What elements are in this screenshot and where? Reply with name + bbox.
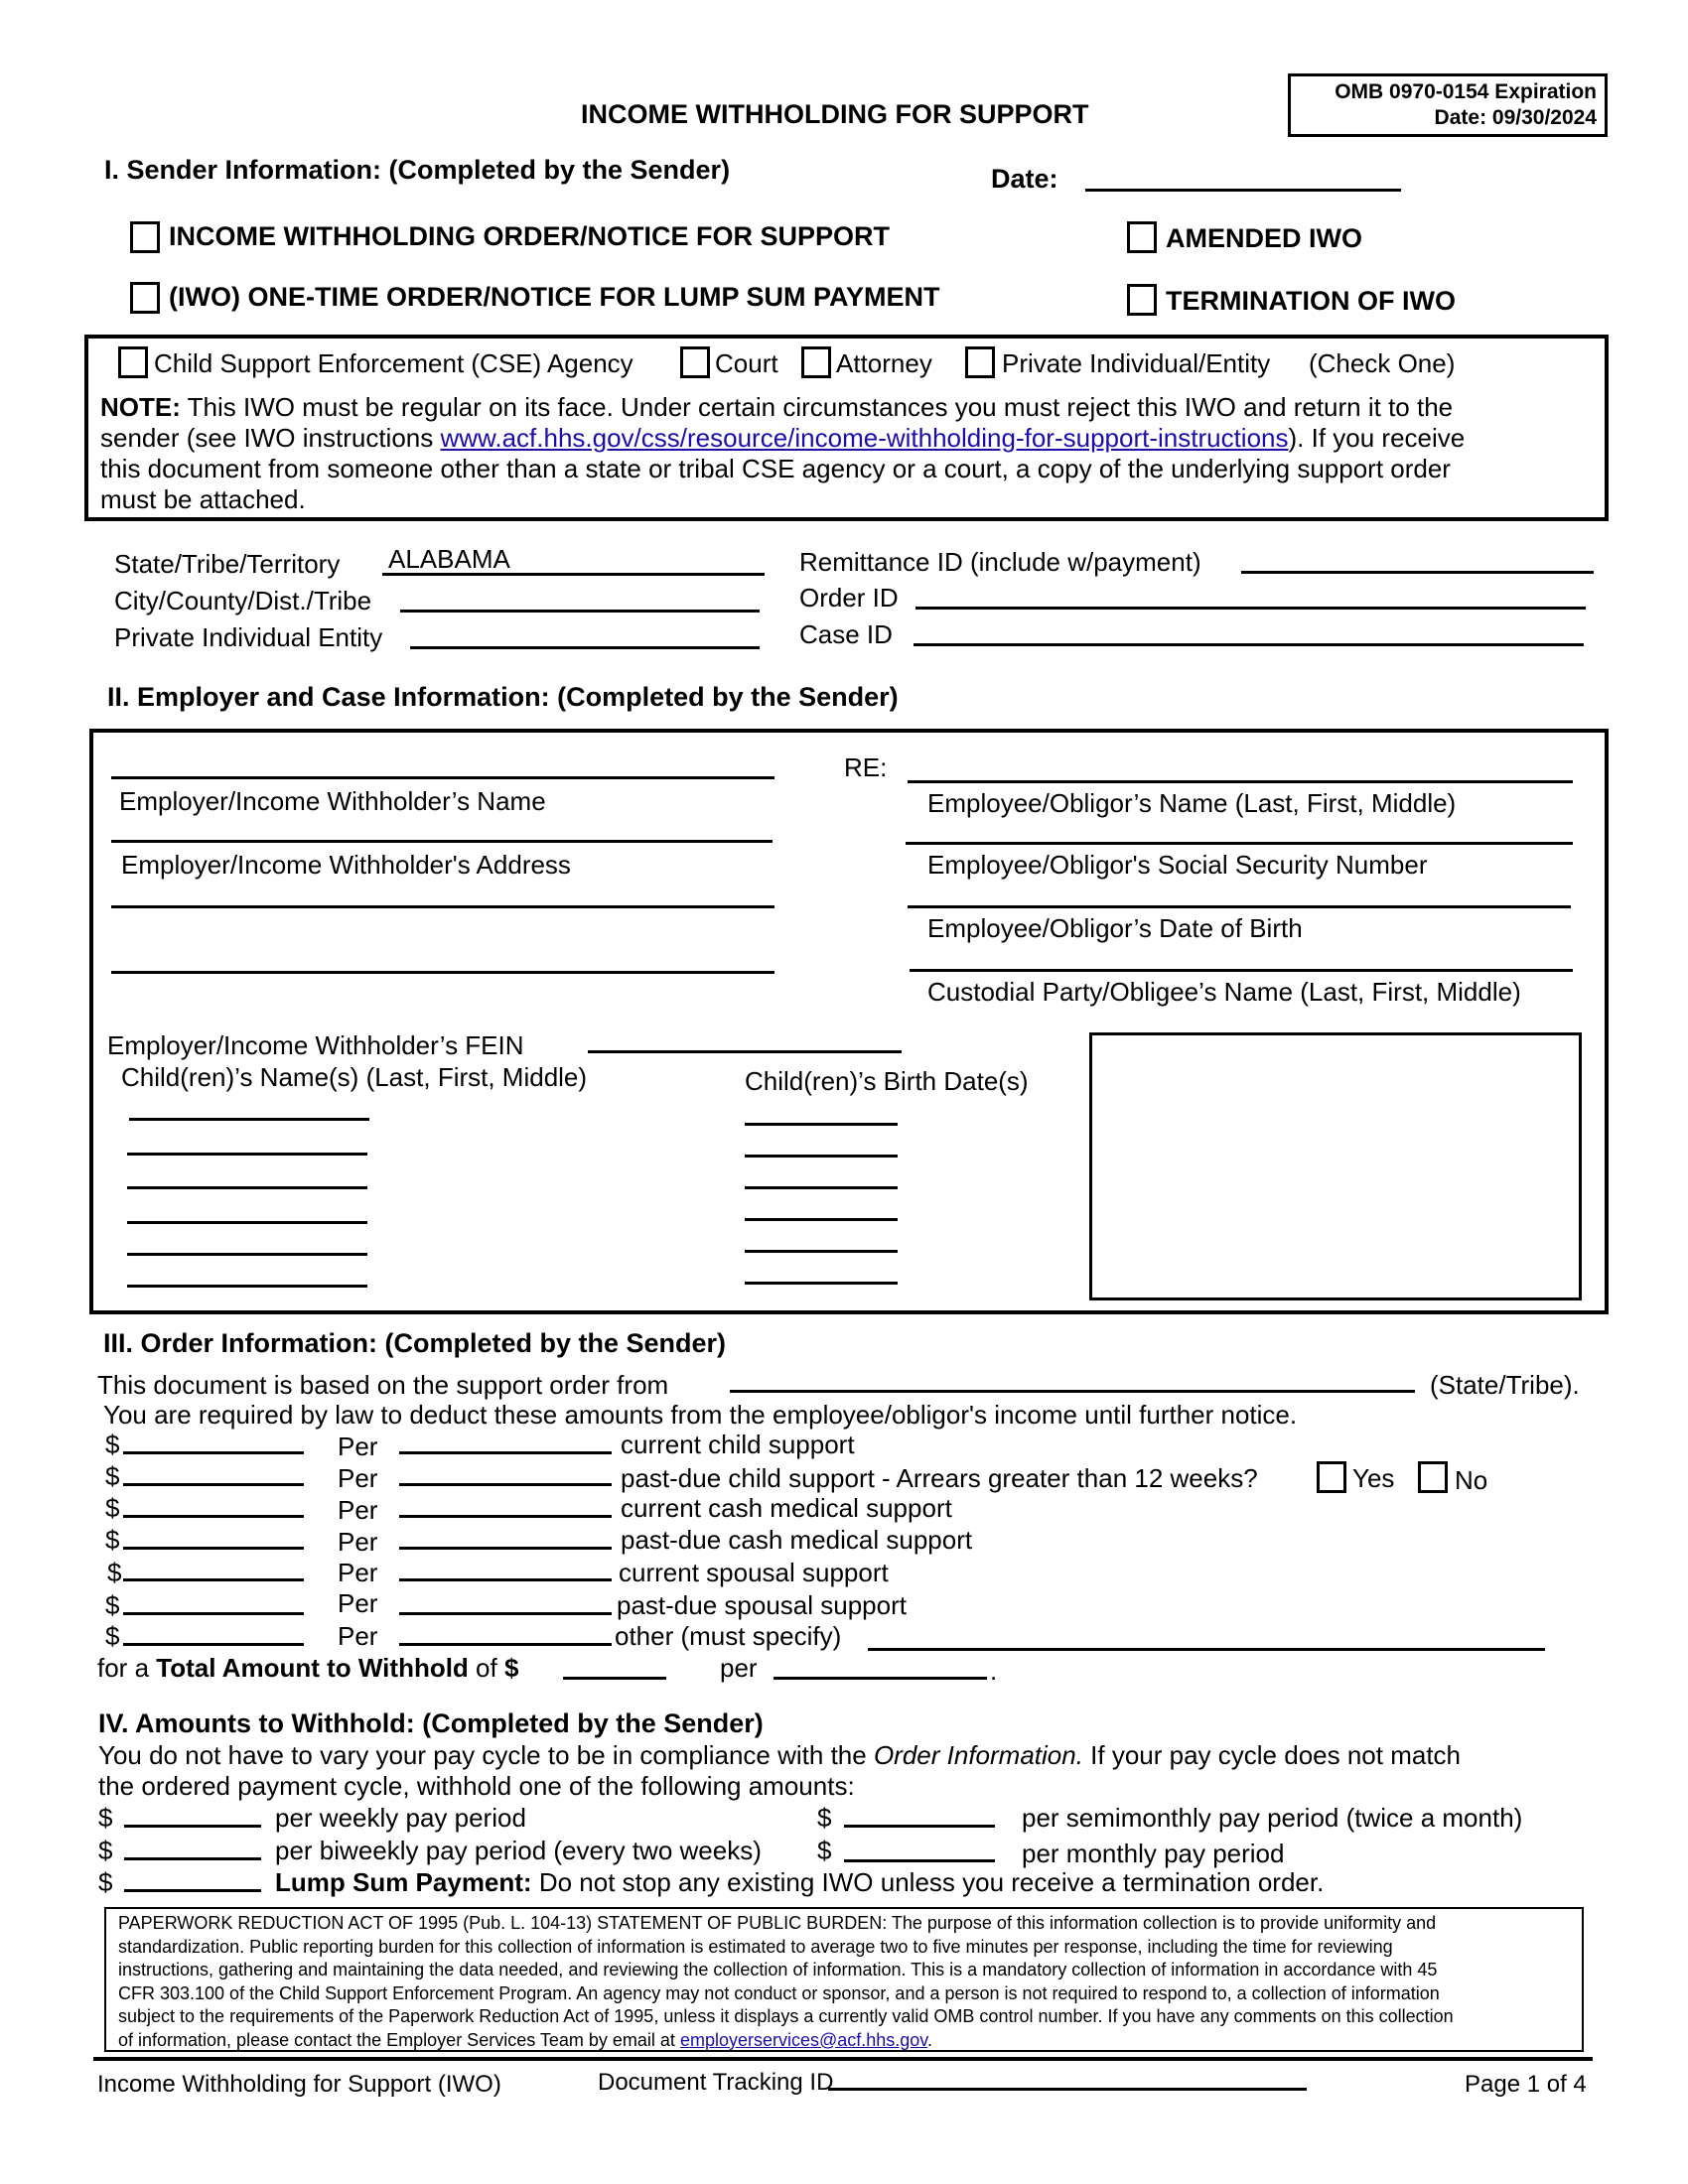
tracking-id-label: Document Tracking ID bbox=[598, 2069, 834, 2096]
paperwork-line-1: PAPERWORK REDUCTION ACT OF 1995 (Pub. L. 104-13) STATEMENT OF PUBLIC BURDEN: The purpose of this information collection is to provide uniformity and bbox=[118, 1913, 1437, 1933]
child-dob-line-4[interactable] bbox=[745, 1218, 898, 1221]
checkbox-cse-agency[interactable] bbox=[118, 346, 148, 378]
section-2-heading: II. Employer and Case Information: (Completed by the Sender) bbox=[107, 682, 899, 712]
semimonthly-label: per semimonthly pay period (twice a month) bbox=[1022, 1803, 1523, 1833]
city-input[interactable] bbox=[400, 583, 760, 613]
period-line-current-medical[interactable] bbox=[399, 1515, 612, 1518]
per-label: Per bbox=[338, 1463, 378, 1493]
employee-ssn-label: Employee/Obligor's Social Security Number bbox=[927, 850, 1428, 880]
amount-line-pastdue-medical[interactable] bbox=[123, 1547, 304, 1550]
paperwork-reduction-box bbox=[104, 1907, 1584, 2052]
iwo-instructions-link[interactable]: www.acf.hhs.gov/css/resource/income-withholding-for-support-instructions bbox=[440, 423, 1289, 453]
dollar-sign: $ bbox=[98, 1867, 113, 1897]
child-dob-line-1[interactable] bbox=[745, 1123, 898, 1126]
paperwork-line-5: subject to the requirements of the Paperwork Reduction Act of 1995, unless it displays a currently valid OMB control number. If you have any comments on this collection bbox=[118, 2006, 1454, 2026]
checkbox-termination-iwo-label: TERMINATION OF IWO bbox=[1166, 286, 1456, 316]
dollar-sign: $ bbox=[817, 1836, 832, 1865]
child-name-line-1[interactable] bbox=[129, 1118, 369, 1121]
check-one-hint: (Check One) bbox=[1309, 348, 1456, 378]
total-dollar: $ bbox=[503, 1653, 519, 1683]
dollar-sign: $ bbox=[105, 1461, 120, 1491]
based-on-text: This document is based on the support order from bbox=[97, 1370, 669, 1400]
period-line-pastdue-spousal[interactable] bbox=[399, 1612, 612, 1615]
weekly-label: per weekly pay period bbox=[275, 1803, 526, 1833]
checkbox-one-time-lump-sum[interactable] bbox=[130, 282, 160, 314]
child-dob-line-2[interactable] bbox=[745, 1155, 898, 1158]
section-4-intro-2: the ordered payment cycle, withhold one of the following amounts: bbox=[98, 1771, 855, 1801]
re-label: RE: bbox=[844, 752, 888, 782]
other-specify-line[interactable] bbox=[868, 1648, 1545, 1651]
blank-stamp-box bbox=[1089, 1032, 1582, 1300]
employer-address-label: Employer/Income Withholder's Address bbox=[121, 850, 571, 880]
checkbox-one-time-lump-sum-label: (IWO) ONE-TIME ORDER/NOTICE FOR LUMP SUM PAYMENT bbox=[169, 282, 940, 312]
note-label: NOTE: bbox=[100, 392, 181, 422]
checkbox-amended-iwo-label: AMENDED IWO bbox=[1166, 223, 1362, 253]
date-input[interactable] bbox=[1085, 162, 1401, 192]
omb-number: OMB 0970-0154 Expiration bbox=[1335, 80, 1597, 103]
private-entity-input[interactable] bbox=[410, 619, 760, 649]
dollar-sign: $ bbox=[105, 1590, 120, 1620]
arrears-yes-label: Yes bbox=[1352, 1463, 1395, 1493]
note-text-1: This IWO must be regular on its face. Under certain circumstances you must reject this IWO and return it to the bbox=[180, 392, 1454, 422]
period-line-current-spousal[interactable] bbox=[399, 1578, 612, 1581]
child-name-line-2[interactable] bbox=[127, 1153, 367, 1156]
lump-sum-note: Do not stop any existing IWO unless you receive a termination order. bbox=[531, 1867, 1325, 1897]
amount-line-current-child[interactable] bbox=[123, 1451, 304, 1454]
period-line-other[interactable] bbox=[399, 1643, 612, 1646]
total-line bbox=[97, 1653, 518, 1684]
checkbox-iwo-order[interactable] bbox=[130, 221, 160, 253]
remittance-id-input[interactable] bbox=[1241, 544, 1594, 574]
paperwork-text bbox=[118, 1912, 1570, 2052]
note-text-2: sender (see IWO instructions bbox=[100, 423, 441, 453]
city-label: City/County/Dist./Tribe bbox=[114, 586, 372, 615]
row-label-current-spousal: current spousal support bbox=[619, 1558, 889, 1587]
employer-services-email-link[interactable]: employerservices@acf.hhs.gov bbox=[679, 2029, 927, 2050]
omb-box bbox=[1288, 73, 1608, 137]
total-period-end: . bbox=[990, 1656, 998, 1686]
dollar-sign: $ bbox=[105, 1525, 120, 1555]
checkbox-attorney[interactable] bbox=[801, 346, 831, 378]
sender-type-box bbox=[84, 335, 1609, 521]
total-per-label: per bbox=[720, 1653, 758, 1683]
total-amount-label: Total Amount to Withhold bbox=[156, 1653, 469, 1683]
note-text-2-post: ). If you receive bbox=[1288, 423, 1466, 453]
per-label: Per bbox=[338, 1621, 378, 1651]
checkbox-private-individual-label: Private Individual/Entity bbox=[1002, 348, 1271, 378]
biweekly-label: per biweekly pay period (every two weeks) bbox=[275, 1836, 762, 1865]
dollar-sign: $ bbox=[98, 1836, 113, 1865]
per-label: Per bbox=[338, 1527, 378, 1557]
checkbox-arrears-no[interactable] bbox=[1418, 1461, 1448, 1493]
fein-label: Employer/Income Withholder’s FEIN bbox=[107, 1030, 524, 1060]
order-id-label: Order ID bbox=[799, 583, 899, 613]
paperwork-line-3: instructions, gathering and maintaining the data needed, and reviewing the collection of information. This is a mandatory collection of information in accordance with 45 bbox=[118, 1960, 1438, 1979]
case-id-input[interactable] bbox=[914, 616, 1584, 646]
employer-address-line-2[interactable] bbox=[111, 905, 774, 908]
checkbox-amended-iwo[interactable] bbox=[1127, 221, 1157, 253]
employer-name-line[interactable] bbox=[111, 776, 774, 779]
required-text: You are required by law to deduct these amounts from the employee/obligor's income until further notice. bbox=[103, 1400, 1298, 1430]
total-amount-line[interactable] bbox=[563, 1677, 666, 1680]
dollar-sign: $ bbox=[107, 1558, 122, 1587]
dollar-sign: $ bbox=[105, 1621, 120, 1651]
checkbox-arrears-yes[interactable] bbox=[1317, 1461, 1346, 1493]
note-line-4: must be attached. bbox=[100, 484, 306, 514]
note-line-3: this document from someone other than a state or tribal CSE agency or a court, a copy of the underlying support order bbox=[100, 454, 1451, 483]
dollar-sign: $ bbox=[817, 1803, 832, 1833]
lump-sum-label: Lump Sum Payment: bbox=[275, 1867, 532, 1897]
section-4-intro-1 bbox=[98, 1740, 1461, 1771]
paperwork-line-6 bbox=[118, 2029, 1570, 2053]
order-id-input[interactable] bbox=[915, 580, 1586, 610]
arrears-no-label: No bbox=[1455, 1465, 1488, 1495]
paperwork-line-2: standardization. Public reporting burden for this collection of information is estimated to average two to five minutes per response, including the time for reviewing bbox=[118, 1936, 1393, 1957]
footer-rule bbox=[93, 2057, 1593, 2061]
total-period-line[interactable] bbox=[774, 1677, 987, 1680]
checkbox-court-label: Court bbox=[715, 348, 778, 378]
fein-line[interactable] bbox=[588, 1050, 902, 1053]
per-label: Per bbox=[338, 1558, 378, 1587]
state-tribe-suffix: (State/Tribe). bbox=[1430, 1370, 1580, 1400]
date-label: Date: bbox=[991, 164, 1058, 194]
children-names-label: Child(ren)’s Name(s) (Last, First, Middle) bbox=[121, 1062, 588, 1092]
employee-dob-line[interactable] bbox=[908, 905, 1571, 908]
custodial-party-label: Custodial Party/Obligee’s Name (Last, First, Middle) bbox=[927, 977, 1521, 1007]
total-of: of bbox=[468, 1653, 504, 1683]
amount-line-pastdue-spousal[interactable] bbox=[123, 1612, 304, 1615]
checkbox-private-individual[interactable] bbox=[965, 346, 995, 378]
period-line-pastdue-medical[interactable] bbox=[399, 1547, 612, 1550]
dollar-sign: $ bbox=[98, 1803, 113, 1833]
period-line-pastdue-child[interactable] bbox=[399, 1483, 612, 1486]
row-label-pastdue-child: past-due child support - Arrears greater than 12 weeks? bbox=[621, 1463, 1258, 1493]
dollar-sign: $ bbox=[105, 1430, 120, 1459]
amount-line-current-medical[interactable] bbox=[123, 1515, 304, 1518]
child-dob-line-3[interactable] bbox=[745, 1186, 898, 1189]
row-label-current-medical: current cash medical support bbox=[621, 1493, 952, 1523]
lump-sum-text bbox=[275, 1867, 1324, 1898]
child-dob-line-5[interactable] bbox=[745, 1250, 898, 1253]
paperwork-line-4: CFR 303.100 of the Child Support Enforcement Program. An agency may not conduct or sponsor, and a person is not required to respond to, a collection of information bbox=[118, 1982, 1440, 2003]
per-label: Per bbox=[338, 1495, 378, 1525]
amount-line-current-spousal[interactable] bbox=[123, 1578, 304, 1581]
child-name-line-3[interactable] bbox=[127, 1186, 367, 1189]
semimonthly-amount-line[interactable] bbox=[844, 1825, 995, 1828]
employee-name-label: Employee/Obligor’s Name (Last, First, Middle) bbox=[927, 788, 1457, 818]
paperwork-contact-text: of information, please contact the Employer Services Team by email at bbox=[118, 2029, 680, 2050]
child-name-line-5[interactable] bbox=[127, 1253, 367, 1256]
biweekly-amount-line[interactable] bbox=[124, 1857, 261, 1860]
employer-case-box bbox=[89, 729, 1609, 1314]
case-id-label: Case ID bbox=[799, 619, 893, 649]
section-3-heading: III. Order Information: (Completed by the Sender) bbox=[103, 1328, 727, 1358]
amount-line-pastdue-child[interactable] bbox=[123, 1483, 304, 1486]
state-label: State/Tribe/Territory bbox=[114, 549, 341, 579]
section-1-heading: I. Sender Information: (Completed by the Sender) bbox=[104, 155, 731, 185]
row-label-pastdue-medical: past-due cash medical support bbox=[621, 1525, 973, 1555]
total-pre: for a bbox=[97, 1653, 157, 1683]
child-dob-line-6[interactable] bbox=[745, 1282, 898, 1285]
page-title: INCOME WITHHOLDING FOR SUPPORT bbox=[581, 99, 1089, 129]
per-label: Per bbox=[338, 1432, 378, 1461]
employee-name-line[interactable] bbox=[908, 780, 1573, 783]
page-number: Page 1 of 4 bbox=[1465, 2071, 1587, 2098]
paperwork-end: . bbox=[926, 2029, 932, 2050]
row-label-other: other (must specify) bbox=[615, 1621, 842, 1651]
per-label: Per bbox=[338, 1588, 378, 1618]
row-label-pastdue-spousal: past-due spousal support bbox=[617, 1590, 907, 1620]
private-entity-label: Private Individual Entity bbox=[114, 622, 383, 652]
dollar-sign: $ bbox=[105, 1493, 120, 1523]
note-line-1 bbox=[100, 392, 1453, 423]
support-order-state-line[interactable] bbox=[730, 1390, 1415, 1393]
intro-text: You do not have to vary your pay cycle to be in compliance with the bbox=[98, 1740, 874, 1770]
note-line-2 bbox=[100, 423, 1465, 454]
amount-line-other[interactable] bbox=[123, 1643, 304, 1646]
checkbox-court[interactable] bbox=[680, 346, 710, 378]
monthly-label: per monthly pay period bbox=[1022, 1839, 1285, 1868]
remittance-id-label: Remittance ID (include w/payment) bbox=[799, 547, 1201, 577]
checkbox-attorney-label: Attorney bbox=[836, 348, 932, 378]
checkbox-termination-iwo[interactable] bbox=[1127, 284, 1157, 316]
employer-address-line-1[interactable] bbox=[111, 840, 773, 843]
section-4-heading: IV. Amounts to Withhold: (Completed by the Sender) bbox=[98, 1708, 764, 1738]
row-label-current-child: current child support bbox=[621, 1430, 855, 1459]
weekly-amount-line[interactable] bbox=[124, 1825, 261, 1828]
child-name-line-6[interactable] bbox=[127, 1285, 367, 1288]
custodial-party-line[interactable] bbox=[910, 969, 1573, 972]
employee-ssn-line[interactable] bbox=[906, 842, 1573, 845]
omb-expiration: Date: 09/30/2024 bbox=[1434, 106, 1597, 129]
checkbox-cse-agency-label: Child Support Enforcement (CSE) Agency bbox=[154, 348, 633, 378]
employer-address-line-3[interactable] bbox=[111, 971, 774, 974]
lump-sum-amount-line[interactable] bbox=[124, 1889, 261, 1892]
monthly-amount-line[interactable] bbox=[844, 1859, 995, 1862]
tracking-id-line[interactable] bbox=[828, 2088, 1307, 2091]
employee-dob-label: Employee/Obligor’s Date of Birth bbox=[927, 913, 1303, 943]
footer-form-name: Income Withholding for Support (IWO) bbox=[97, 2071, 501, 2098]
state-input[interactable] bbox=[382, 546, 765, 576]
period-line-current-child[interactable] bbox=[399, 1451, 612, 1454]
intro-text-post: If your pay cycle does not match bbox=[1082, 1740, 1462, 1770]
employer-name-label: Employer/Income Withholder’s Name bbox=[119, 786, 546, 816]
intro-italic: Order Information. bbox=[873, 1740, 1083, 1770]
checkbox-iwo-order-label: INCOME WITHHOLDING ORDER/NOTICE FOR SUPPORT bbox=[169, 221, 890, 251]
children-dob-label: Child(ren)’s Birth Date(s) bbox=[745, 1066, 1029, 1096]
child-name-line-4[interactable] bbox=[127, 1221, 367, 1224]
